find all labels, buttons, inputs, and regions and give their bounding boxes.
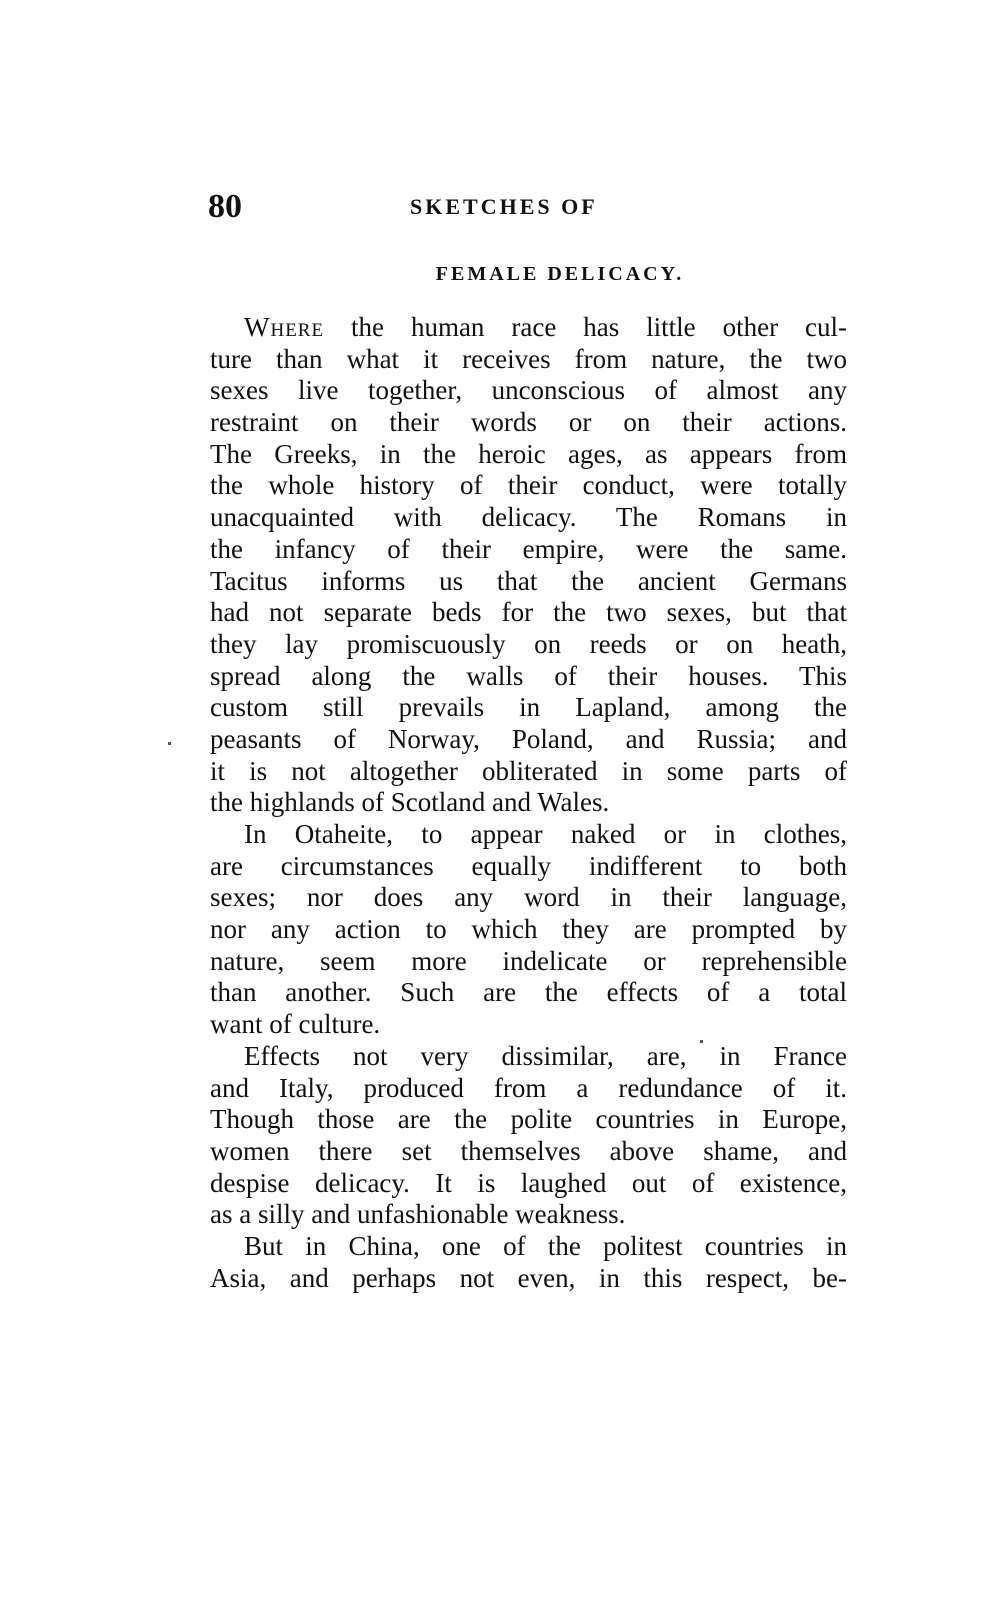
paragraph-3 xyxy=(210,1041,847,1231)
text-line: custom still prevails in Lapland, among the xyxy=(210,692,847,723)
page-number: 80 xyxy=(208,188,242,225)
text-line: sexes live together, unconscious of almost any xyxy=(210,375,847,406)
text-line: restraint on their words or on their actions. xyxy=(210,407,847,438)
text-line: Where the human race has little other cul- xyxy=(244,312,847,342)
text-line: spread along the walls of their houses. This xyxy=(210,660,847,691)
text-line: nor any action to which they are prompted by xyxy=(210,914,847,945)
text-line: But in China, one of the politest countries in xyxy=(244,1230,847,1261)
text-line: Though those are the polite countries in Europe, xyxy=(210,1104,847,1135)
text-line: women there set themselves above shame, and xyxy=(210,1135,847,1166)
text-line: ture than what it receives from nature, the two xyxy=(210,343,847,374)
running-title: SKETCHES OF xyxy=(410,194,598,219)
text-line: as a silly and unfashionable weakness. xyxy=(210,1199,626,1230)
lead-word: Where xyxy=(244,312,325,342)
paragraph-1 xyxy=(210,312,847,819)
text-line: Tacitus informs us that the ancient Germans xyxy=(210,565,847,596)
text-line: Effects not very dissimilar, are, in France xyxy=(244,1040,847,1071)
text-line: had not separate beds for the two sexes, but that xyxy=(210,597,847,628)
running-head xyxy=(208,188,848,228)
text-line: want of culture. xyxy=(210,1009,381,1040)
text-line: nature, seem more indelicate or reprehensible xyxy=(210,945,847,976)
paragraph-2 xyxy=(210,819,847,1041)
text-line: Asia, and perhaps not even, in this respect, be- xyxy=(210,1262,847,1293)
text-line: The Greeks, in the heroic ages, as appears from xyxy=(210,438,847,469)
section-title-text: FEMALE DELICACY. xyxy=(435,263,685,285)
margin-speck xyxy=(168,742,171,745)
text-line: they lay promiscuously on reeds or on heath, xyxy=(210,628,847,659)
paragraph-4 xyxy=(210,1231,847,1294)
text-line: sexes; nor does any word in their language, xyxy=(210,882,847,913)
text-line: the infancy of their empire, were the same. xyxy=(210,533,847,564)
section-title xyxy=(0,263,1004,286)
body-text xyxy=(210,312,847,1294)
text-line: unacquainted with delicacy. The Romans in xyxy=(210,502,847,533)
text-line: the whole history of their conduct, were totally xyxy=(210,470,847,501)
text-line: than another. Such are the effects of a total xyxy=(210,977,847,1008)
text-line: are circumstances equally indifferent to both xyxy=(210,850,847,881)
text-line: the highlands of Scotland and Wales. xyxy=(210,787,610,818)
text-line: In Otaheite, to appear naked or in clothes, xyxy=(244,819,847,849)
text-line: despise delicacy. It is laughed out of existence, xyxy=(210,1167,847,1198)
text-line: and Italy, produced from a redundance of it. xyxy=(210,1072,847,1103)
text-line: peasants of Norway, Poland, and Russia; and xyxy=(210,723,847,754)
text-line: it is not altogether obliterated in some parts of xyxy=(210,755,847,786)
